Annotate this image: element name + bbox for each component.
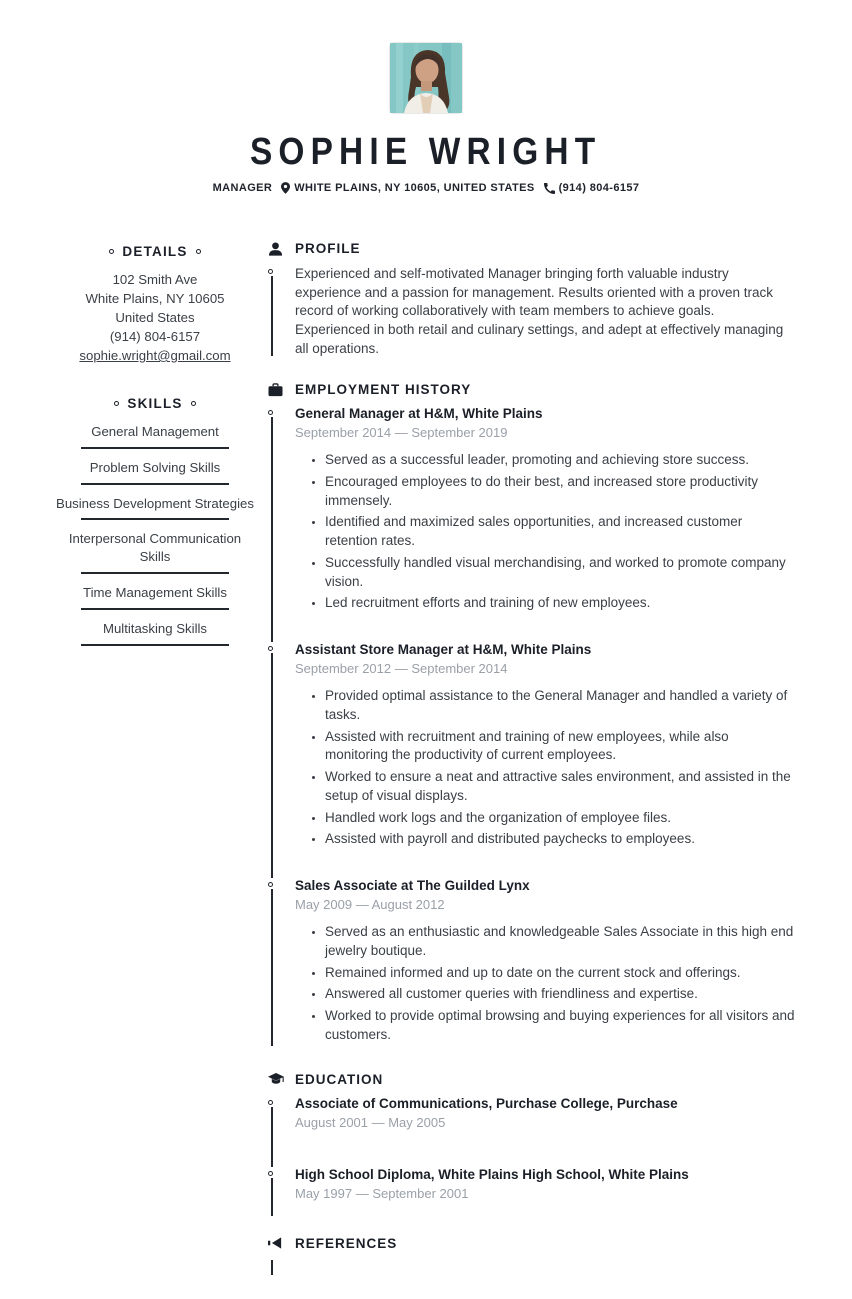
employment-section xyxy=(268,382,795,1048)
education-heading: EDUCATION xyxy=(295,1071,384,1087)
references-heading: REFERENCES xyxy=(295,1235,398,1251)
ring-ornament-icon xyxy=(196,249,201,254)
graduation-cap-icon xyxy=(268,1073,284,1086)
timeline-rail xyxy=(268,1167,295,1212)
skill-item xyxy=(55,530,255,574)
skill-item xyxy=(55,584,255,610)
details-heading xyxy=(109,244,200,259)
header-contact-row xyxy=(0,182,852,194)
education-section xyxy=(268,1072,795,1212)
job-bullet-list xyxy=(295,687,795,849)
timeline-dot xyxy=(268,1100,273,1105)
job-bullet-list xyxy=(295,923,795,1045)
timeline-dot xyxy=(268,410,273,415)
timeline-rail xyxy=(268,878,295,1048)
ring-ornament-icon xyxy=(114,401,119,406)
skill-level-bar xyxy=(81,608,229,610)
skill-level-bar xyxy=(81,572,229,574)
header-location xyxy=(281,182,534,194)
skill-item xyxy=(55,495,255,521)
timeline-line xyxy=(271,889,273,1046)
employment-heading: EMPLOYMENT HISTORY xyxy=(295,382,472,398)
skill-label: Multitasking Skills xyxy=(102,620,208,636)
job-title: Sales Associate at The Guilded Lynx xyxy=(295,878,530,894)
timeline-line xyxy=(271,417,273,642)
skill-item xyxy=(55,423,255,449)
avatar-photo-illustration xyxy=(390,43,462,113)
person-name: SOPHIE WRIGHT xyxy=(250,131,602,173)
person-icon xyxy=(268,242,283,256)
job-title: Assistant Store Manager at H&M, White Plains xyxy=(295,642,592,658)
degree-date-range: August 2001 — May 2005 xyxy=(295,1114,446,1130)
briefcase-icon xyxy=(268,383,283,397)
employment-entry xyxy=(268,406,795,616)
timeline-dot xyxy=(268,1171,273,1176)
skills-list xyxy=(55,423,255,646)
bullet-item: • Led recruitment efforts and training of new employees. xyxy=(325,594,795,613)
skill-label: Problem Solving Skills xyxy=(89,459,221,475)
skills-section xyxy=(55,393,255,646)
skill-label: General Management xyxy=(91,424,219,439)
education-entry xyxy=(268,1096,795,1141)
timeline-line xyxy=(271,276,273,356)
details-section xyxy=(55,241,255,365)
employment-entry xyxy=(268,878,795,1048)
phone-text: (914) 804-6157 xyxy=(558,182,640,194)
main-column xyxy=(268,241,795,1299)
bullet-item: • Successfully handled visual merchandising, and worked to promote company vision. xyxy=(325,554,795,592)
timeline-rail xyxy=(268,406,295,616)
skill-level-bar xyxy=(81,447,229,449)
sidebar xyxy=(55,241,255,656)
ring-ornament-icon xyxy=(191,401,196,406)
bullet-item: • Remained informed and up to date on the current stock and offerings. xyxy=(325,964,795,983)
degree-title: Associate of Communications, Purchase College, Purchase xyxy=(295,1095,678,1111)
email-link[interactable]: sophie.wright@gmail.com xyxy=(79,348,231,363)
job-bullet-list xyxy=(295,451,795,613)
job-title: General Manager at H&M, White Plains xyxy=(295,406,543,422)
skill-item xyxy=(55,620,255,646)
avatar xyxy=(390,43,462,113)
job-date-range: May 2009 — August 2012 xyxy=(295,897,445,913)
timeline-rail xyxy=(268,1096,295,1141)
skills-heading xyxy=(114,396,195,411)
bullet-item: • Served as an enthusiastic and knowledgeable Sales Associate in this high end jewelry boutique. xyxy=(325,923,795,961)
timeline-dot xyxy=(268,646,273,651)
bullet-item: • Worked to ensure a neat and attractive sales environment, and assisted in the setup of visual displays. xyxy=(325,768,795,806)
job-date-range: September 2012 — September 2014 xyxy=(295,661,508,677)
skill-level-bar xyxy=(81,518,229,520)
profile-text: Experienced and self-motivated Manager bringing forth valuable industry experience and a passion for management. Results oriented with a proven track record of working collaboratively with team members to achieve goals. Experienced in both retail and culinary settings, and adept at effectively managing all operations. xyxy=(295,266,784,356)
address-line: United States xyxy=(115,310,195,325)
skill-level-bar xyxy=(81,483,229,485)
skill-label: Time Management Skills xyxy=(83,585,227,601)
bullet-item: • Assisted with recruitment and training of new employees, while also monitoring the productivity of current employees. xyxy=(325,728,795,766)
bullet-item: • Provided optimal assistance to the General Manager and handled a variety of tasks. xyxy=(325,687,795,725)
profile-heading: PROFILE xyxy=(295,241,361,256)
skill-level-bar xyxy=(81,644,229,646)
skill-item xyxy=(55,459,255,485)
location-text: WHITE PLAINS, NY 10605, UNITED STATES xyxy=(294,182,535,194)
skill-label: Business Development Strategies xyxy=(56,495,254,511)
details-list xyxy=(55,270,255,365)
phone-line: (914) 804-6157 xyxy=(109,329,201,344)
timeline-rail xyxy=(268,642,295,852)
timeline-line xyxy=(271,1260,273,1275)
degree-date-range: May 1997 — September 2001 xyxy=(295,1185,469,1201)
address-line: White Plains, NY 10605 xyxy=(85,291,225,306)
timeline-dot xyxy=(268,882,273,887)
bullet-item: • Handled work logs and the organization of employee files. xyxy=(325,809,795,828)
resume-body xyxy=(0,194,852,1299)
employment-entry xyxy=(268,642,795,852)
timeline-dot xyxy=(268,269,273,274)
megaphone-icon xyxy=(268,1237,283,1249)
education-entry xyxy=(268,1167,795,1212)
timeline-line xyxy=(271,1178,273,1216)
references-section xyxy=(268,1236,795,1275)
location-pin-icon xyxy=(281,182,290,194)
bullet-item: • Identified and maximized sales opportunities, and increased customer retention rates. xyxy=(325,513,795,551)
timeline-rail xyxy=(268,265,295,358)
bullet-item: • Assisted with payroll and distributed paychecks to employees. xyxy=(325,830,795,849)
bullet-item: • Served as a successful leader, promoting and achieving store success. xyxy=(325,451,795,470)
phone-icon xyxy=(544,183,555,194)
bullet-item: • Worked to provide optimal browsing and buying experiences for all visitors and customers. xyxy=(325,1007,795,1045)
timeline-line xyxy=(271,653,273,878)
degree-title: High School Diploma, White Plains High School, White Plains xyxy=(295,1166,689,1182)
job-date-range: September 2014 — September 2019 xyxy=(295,425,508,441)
timeline-line xyxy=(271,1107,273,1167)
skill-label: Interpersonal Communication Skills xyxy=(68,531,242,565)
job-title: MANAGER xyxy=(212,182,273,194)
details-heading-label: DETAILS xyxy=(122,244,188,259)
skills-heading-label: SKILLS xyxy=(127,396,183,411)
resume-header xyxy=(0,0,852,194)
profile-section xyxy=(268,241,795,358)
address-line: 102 Smith Ave xyxy=(112,272,198,287)
bullet-item: • Answered all customer queries with friendliness and expertise. xyxy=(325,985,795,1004)
header-phone xyxy=(544,182,640,194)
bullet-item: • Encouraged employees to do their best, and increased store productivity immensely. xyxy=(325,473,795,511)
ring-ornament-icon xyxy=(109,249,114,254)
